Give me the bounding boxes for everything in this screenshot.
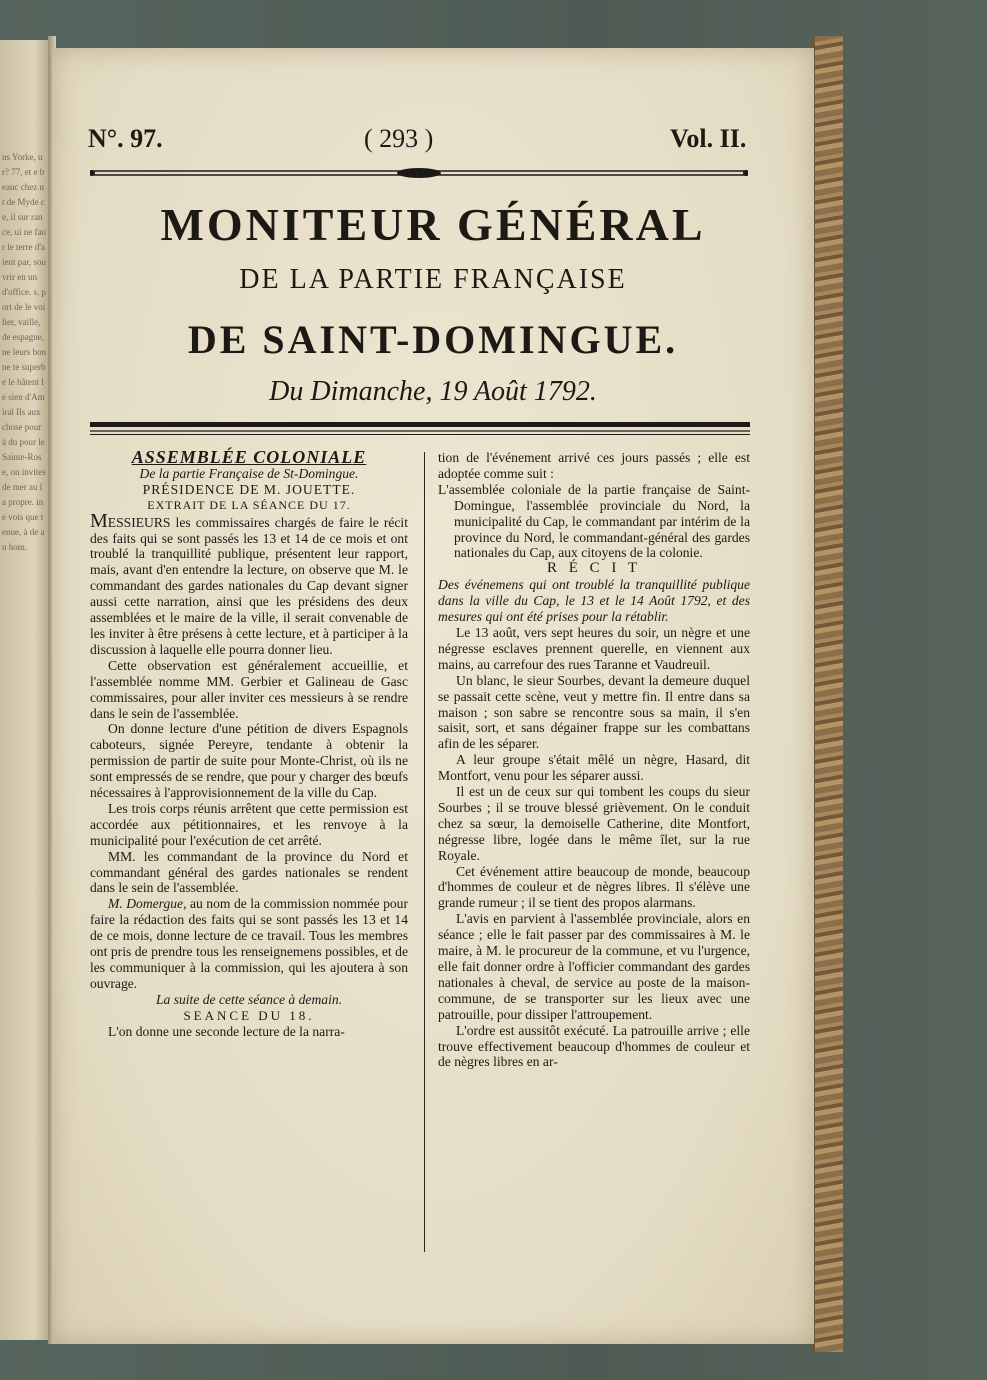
- section-title: ASSEMBLÉE COLONIALE: [131, 447, 367, 467]
- masthead-subtitle: DE LA PARTIE FRANÇAISE: [239, 264, 627, 295]
- ornamental-rule-top: [90, 168, 748, 178]
- paragraph: Cet événement attire beaucoup de monde, beaucoup d'hommes de couleur et de nègres libres. Il s'élève une grande rumeur ; il se tient des propos alarmans.: [438, 863, 750, 911]
- right-column: [438, 450, 750, 1070]
- issue-date: Du Dimanche, 19 Août 1792.: [269, 376, 597, 407]
- column-divider: [424, 452, 425, 1252]
- page-number: ( 293 ): [364, 124, 434, 153]
- speaker-name: M. Domergue,: [108, 896, 187, 912]
- address-paragraph: L'assemblée coloniale de la partie française de Saint-Domingue, l'assemblée provinciale du Nord, la municipalité du Cap, le commandant par intérim de la province du Nord, le commandant-général des gardes nationales du Cap, aux citoyens de la colonie.: [438, 481, 750, 561]
- continuation-note: La suite de cette séance à demain.: [155, 991, 343, 1007]
- facing-page-text: ns Yorke, ur? 77, et e beauc chez ut de Myde ce, il sur rance, ui ne faur le terre d'aient par, souvrir en un d'office. s, port de le voilier, vaille, de espagne, ne leurs bonne te superbe le hâtent le sien d'Amiral Ils aux chose pour à du pour le Sainte-Rose, on invites de mer au la propre. ine vois que tenue, à de au hom.: [2, 152, 46, 552]
- volume-label: Vol. II.: [670, 124, 747, 153]
- masthead-subtitle-2: DE SAINT-DOMINGUE.: [187, 317, 679, 362]
- presidency-line: PRÉSIDENCE DE M. JOUETTE.: [142, 481, 356, 497]
- paragraph: MM. les commandant de la province du Nord et commandant général des gardes nationales se rendent dans le sein de l'assemblée.: [90, 848, 408, 896]
- recit-heading: R É C I T: [546, 560, 642, 577]
- paragraph: Un blanc, le sieur Sourbes, devant la demeure duquel se passait cette scène, veut y mettre fin. Il entre dans sa maison ; son sabre se rencontre sous sa main, il s'en saisit, sort, et sans dégainer frappe sur les combattans afin de les séparer.: [438, 672, 750, 752]
- session-extract-heading: EXTRAIT DE LA SÉANCE DU 17.: [147, 497, 351, 512]
- paragraph: L'on donne une seconde lecture de la narra-: [108, 1023, 345, 1039]
- session-heading: SEANCE DU 18.: [183, 1007, 315, 1023]
- paragraph: M. Domergue, au nom de la commission nommée pour faire la rédaction des faits qui se sont passés les 13 et 14 de ce mois, donne lecture de ce travail. Tous les membres ont pris de prendre tous les renseignemens possibles, et de les communiquer à la commission, qui les ajoutera à son ouvrage.: [90, 896, 409, 991]
- double-rule: [90, 422, 750, 436]
- paragraph: L'ordre est aussitôt exécuté. La patrouille arrive ; elle trouve effectivement beaucoup d'hommes de couleur et de nègres libres en ar-: [438, 1022, 750, 1070]
- paragraph: Les trois corps réunis arrêtent que cette permission est accordée aux pétitionnaires, et les renvoye à la municipalité pour l'exécution de cet arrêté.: [90, 800, 408, 848]
- paragraph: On donne lecture d'une pétition de divers Espagnols caboteurs, signée Pereyre, tendante à obtenir la permission de partir de suite pour Monte-Christ, où ils ne sont empressés de se rendre, que pour y charger des bœufs nécessaires à l'approvisionnement de la ville du Cap.: [90, 721, 408, 801]
- paragraph: Le 13 août, vers sept heures du soir, un nègre et une négresse esclaves prennent querelle, en viennent aux mains, au carrefour des rues Taranne et Vaudreuil.: [438, 624, 750, 672]
- newspaper-page: [52, 48, 814, 1344]
- paragraph: Cette observation est généralement accueillie, et l'assemblée nomme MM. Gerbier et Galineau de Gasc commissaires, pour aller inviter ces messieurs à se rendre dans le sein de l'assemblée.: [90, 657, 408, 721]
- issue-number: N°. 97.: [88, 124, 163, 153]
- paragraph: A leur groupe s'était mêlé un nègre, Hasard, dit Montfort, venu pour les séparer aussi.: [438, 752, 750, 784]
- recit-subtitle: Des événemens qui ont troublé la tranquillité publique dans la ville du Cap, le 13 et le 14 Août 1792, et des mesures qui ont été prises pour la rétablir.: [438, 577, 750, 625]
- left-column: [90, 447, 409, 1040]
- section-subtitle: De la partie Française de St-Domingue.: [139, 465, 359, 481]
- paragraph: MESSIEURS les commissaires chargés de faire le récit des faits qui se sont passés les 13 et 14 de ce mois et ont troublé la tranquillité publique, présentent leur rapport, mais, avant d'en entendre la lecture, on observe que M. le commandant des gardes nationales du Cap devant signer aussi cette narration, ainsi que les présidens des deux assemblées et le maire de la ville, il serait convenable de les inviter à être présens à cette lecture, et à participer à la discussion à laquelle elle pourra donner lieu.: [90, 509, 408, 657]
- facing-page-edge: [0, 40, 50, 1340]
- paragraph: tion de l'événement arrivé ces jours passés ; elle est adoptée comme suit :: [438, 450, 750, 481]
- marbled-binding-edge: [812, 36, 843, 1352]
- paragraph: Il est un de ceux sur qui tombent les coups du sieur Sourbes ; il se trouve blessé grièvement. On le conduit chez sa sœur, la demoiselle Catherine, dite Montfort, négresse libre, logée dans le même îlet, sur la rue Royale.: [438, 784, 750, 863]
- paragraph: L'avis en parvient à l'assemblée provinciale, alors en séance ; elle le fait passer par des commissaires à M. le maire, à M. le procureur de la commune, et vu l'urgence, elle fait donner ordre à l'officier commandant des gardes nationales à cheval, de service au poste de la maison-commune, de se transporter sur les lieux avec une patrouille, pour dissiper l'attroupement.: [438, 911, 750, 1022]
- masthead-title: MONITEUR GÉNÉRAL: [160, 199, 706, 250]
- drop-cap: M: [90, 509, 108, 532]
